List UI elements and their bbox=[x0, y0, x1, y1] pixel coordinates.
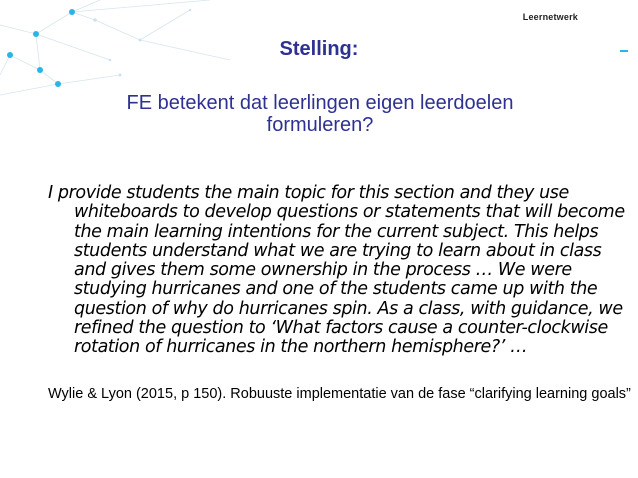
network-node bbox=[189, 9, 192, 12]
network-node bbox=[37, 67, 43, 73]
slide-subtitle: FE betekent dat leerlingen eigen leerdoelen formuleren? bbox=[126, 92, 514, 136]
network-node bbox=[93, 18, 97, 22]
network-node bbox=[119, 74, 122, 77]
network-node bbox=[55, 81, 61, 87]
citation-text: Wylie & Lyon (2015, p 150). Robuuste implementatie van de fase “clarifying learning goals” bbox=[48, 386, 631, 402]
network-node bbox=[33, 31, 39, 37]
quote-text: I provide students the main topic for this section and they use whiteboards to develop questions or statements that will become the main learning intentions for the current subject. This helps students understand what we are trying to learn about in class and gives them some ownership in the process … We were studying hurricanes and one of the students came up with the question of why do hurricanes spin. As a class, with guidance, we refined the question to ‘What factors cause a counter-clockwise rotation of hurricanes in the northern hemisphere?’ … bbox=[48, 183, 625, 358]
slide-title: Stelling: bbox=[279, 38, 359, 60]
leernetwerk-logo: Leernetwerk bbox=[522, 12, 578, 22]
network-node bbox=[69, 9, 75, 15]
